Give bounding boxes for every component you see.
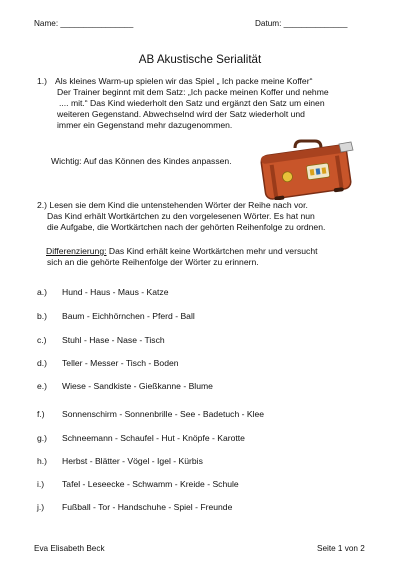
list-item-label: c.)	[37, 335, 47, 345]
differentiation-text: Das Kind erhält keine Wortkärtchen mehr und versucht	[106, 246, 318, 256]
differentiation-label: Differenzierung:	[46, 246, 107, 256]
list-item-words: Schneemann - Schaufel - Hut - Knöpfe - Karotte	[62, 433, 245, 443]
list-item-words: Tafel - Leseecke - Schwamm - Kreide - Schule	[62, 479, 239, 489]
task-1-line: immer ein Gegenstand mehr dazugenommen.	[57, 120, 233, 130]
list-item-words: Herbst - Blätter - Vögel - Igel - Kürbis	[62, 456, 203, 466]
date-field-label: Datum: ______________	[255, 19, 348, 28]
suitcase-icon	[257, 138, 357, 200]
list-item-label: d.)	[37, 358, 48, 368]
list-item-words: Wiese - Sandkiste - Gießkanne - Blume	[62, 381, 213, 391]
list-item-label: b.)	[37, 311, 48, 321]
task-1	[37, 76, 367, 131]
task-1-line: .... mit.“ Das Kind wiederholt den Satz und ergänzt den Satz um einen	[59, 98, 325, 108]
task-1-line: Der Trainer beginnt mit dem Satz: „Ich packe meinen Koffer und nehme	[57, 87, 329, 97]
list-item-words: Baum - Eichhörnchen - Pferd - Ball	[62, 311, 195, 321]
list-item-label: i.)	[37, 479, 45, 489]
list-item-words: Sonnenschirm - Sonnenbrille - See - Badetuch - Klee	[62, 409, 265, 419]
list-item-words: Fußball - Tor - Handschuhe - Spiel - Freunde	[62, 502, 233, 512]
differentiation-text: sich an die gehörte Reihenfolge der Wörter zu erinnern.	[47, 257, 259, 267]
differentiation	[46, 246, 376, 268]
footer-author: Eva Elisabeth Beck	[34, 544, 105, 553]
page-title: AB Akustische Serialität	[138, 53, 262, 66]
task-1-hint: Wichtig: Auf das Können des Kindes anpassen.	[51, 156, 232, 166]
list-item-label: g.)	[37, 433, 48, 443]
list-item-label: e.)	[37, 381, 48, 391]
task-2-line: 2.) Lesen sie dem Kind die untenstehenden Wörter der Reihe nach vor.	[37, 200, 308, 210]
list-item-label: a.)	[37, 287, 48, 297]
task-1-line: Als kleines Warm-up spielen wir das Spiel „ Ich packe meine Koffer“	[55, 76, 313, 86]
footer-page-number: Seite 1 von 2	[317, 544, 365, 553]
list-item-words: Hund - Haus - Maus - Katze	[62, 287, 169, 297]
name-field-label: Name: ________________	[34, 19, 134, 28]
list-item-label: j.)	[37, 502, 45, 512]
list-item-label: h.)	[37, 456, 48, 466]
task-1-number: 1.)	[37, 76, 48, 86]
list-item-words: Teller - Messer - Tisch - Boden	[62, 358, 179, 368]
task-1-line: weiteren Gegenstand. Abwechselnd wird der Satz wiederholt und	[57, 109, 305, 119]
list-item-label: f.)	[37, 409, 45, 419]
task-2	[37, 200, 377, 233]
list-item-words: Stuhl - Hase - Nase - Tisch	[62, 335, 165, 345]
task-2-line: Das Kind erhält Wortkärtchen zu den vorgelesenen Wörter. Es hat nun	[47, 211, 315, 221]
task-2-line: die Aufgabe, die Wortkärtchen nach der gehörten Reihenfolge zu ordnen.	[47, 222, 326, 232]
